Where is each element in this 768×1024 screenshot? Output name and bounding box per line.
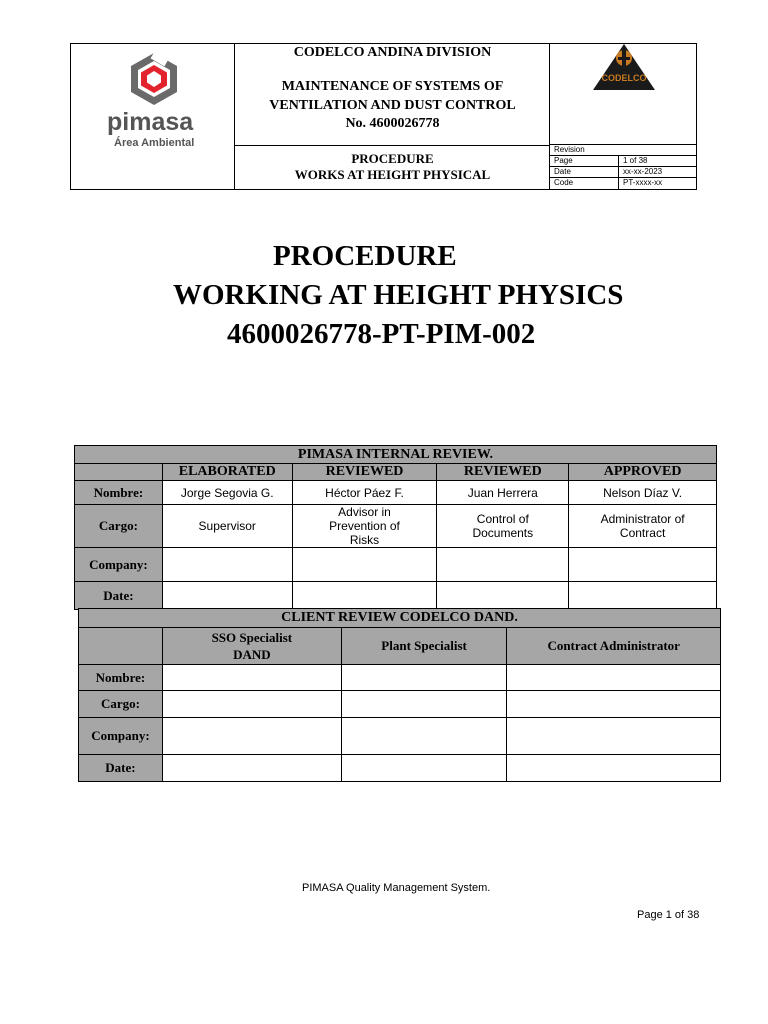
table-cell <box>292 548 437 582</box>
table-cell <box>341 665 507 691</box>
row-label: Date: <box>79 755 163 782</box>
title-line2: WORKING AT HEIGHT PHYSICS <box>173 279 624 311</box>
meta-label: Revision <box>554 145 585 154</box>
internal-review-table <box>74 445 717 610</box>
contract-info <box>235 44 550 146</box>
meta-label: Date <box>554 167 571 176</box>
codelco-logo-icon <box>593 44 655 90</box>
header-title-cell <box>235 44 550 189</box>
table-row <box>75 582 717 610</box>
header-meta-cell <box>550 44 696 189</box>
meta-row-date <box>550 167 696 178</box>
table-cell: Nelson Díaz V. <box>569 481 717 505</box>
row-label: Company: <box>75 548 163 582</box>
table-cell <box>507 755 721 782</box>
table-cell: Control of Documents <box>437 505 569 548</box>
doc-type-label: PROCEDURE <box>351 151 434 166</box>
row-label: Cargo: <box>75 505 163 548</box>
table-cell <box>162 548 292 582</box>
meta-row-page <box>550 156 696 167</box>
doc-subject-label: WORKS AT HEIGHT PHYSICAL <box>294 167 491 182</box>
contract-title-line1: MAINTENANCE OF SYSTEMS OF <box>281 79 504 94</box>
meta-label: Page <box>554 156 573 165</box>
column-header: REVIEWED <box>437 464 569 481</box>
contract-title-line2: VENTILATION AND DUST CONTROL <box>269 98 516 113</box>
client-logo-cell <box>550 44 696 145</box>
meta-row-code <box>550 178 696 189</box>
table-cell <box>162 691 341 718</box>
row-label: Company: <box>79 718 163 755</box>
table-cell <box>162 755 341 782</box>
meta-value <box>618 145 696 156</box>
column-header: Plant Specialist <box>341 628 507 665</box>
client-review-heading: CLIENT REVIEW CODELCO DAND. <box>79 609 721 628</box>
document-header <box>70 43 697 190</box>
table-row <box>75 505 717 548</box>
column-header: ELABORATED <box>162 464 292 481</box>
table-cell: Héctor Páez F. <box>292 481 437 505</box>
table-row <box>75 481 717 505</box>
column-header: SSO Specialist DAND <box>162 628 341 665</box>
page-number: Page 1 of 38 <box>637 909 700 921</box>
row-label: Date: <box>75 582 163 610</box>
pimasa-logo-subtitle: Área Ambiental <box>114 137 195 149</box>
company-logo-cell <box>71 44 235 189</box>
document-type <box>235 151 550 183</box>
table-cell <box>437 582 569 610</box>
title-line1: PROCEDURE <box>273 240 457 272</box>
table-cell <box>569 548 717 582</box>
column-header: APPROVED <box>569 464 717 481</box>
column-header: Contract Administrator <box>507 628 721 665</box>
table-cell: Administrator of Contract <box>569 505 717 548</box>
table-cell <box>507 665 721 691</box>
contract-title <box>235 77 550 115</box>
division-name: CODELCO ANDINA DIVISION <box>293 45 492 60</box>
meta-value: xx-xx-2023 <box>618 167 696 178</box>
meta-value: PT-xxxx-xx <box>618 178 696 189</box>
quality-system-footer: PIMASA Quality Management System. <box>302 882 491 894</box>
table-row <box>79 755 721 782</box>
table-cell: Supervisor <box>162 505 292 548</box>
table-cell: Advisor in Prevention of Risks <box>292 505 437 548</box>
title-line3: 4600026778-PT-PIM-002 <box>227 318 536 350</box>
pimasa-logo-text: pimasa <box>107 108 194 136</box>
row-label: Nombre: <box>75 481 163 505</box>
table-cell <box>437 548 569 582</box>
meta-label: Code <box>554 178 574 187</box>
table-cell <box>162 665 341 691</box>
client-review-table <box>78 608 721 782</box>
table-cell <box>569 582 717 610</box>
meta-row-revision <box>550 145 696 156</box>
table-row <box>79 718 721 755</box>
table-cell <box>292 582 437 610</box>
table-cell <box>507 718 721 755</box>
table-cell <box>162 718 341 755</box>
table-cell <box>341 718 507 755</box>
contract-number: No. 4600026778 <box>345 116 440 131</box>
table-row <box>79 665 721 691</box>
table-cell <box>341 755 507 782</box>
pimasa-logo-icon <box>123 51 185 107</box>
table-row <box>79 691 721 718</box>
meta-value: 1 of 38 <box>618 156 696 167</box>
corner-cell <box>75 464 163 481</box>
column-header: REVIEWED <box>292 464 437 481</box>
row-label: Cargo: <box>79 691 163 718</box>
table-cell <box>507 691 721 718</box>
internal-review-heading: PIMASA INTERNAL REVIEW. <box>75 446 717 464</box>
corner-cell <box>79 628 163 665</box>
table-cell: Juan Herrera <box>437 481 569 505</box>
table-cell <box>162 582 292 610</box>
table-cell: Jorge Segovia G. <box>162 481 292 505</box>
codelco-logo-text: CODELCO <box>601 73 647 83</box>
table-cell <box>341 691 507 718</box>
row-label: Nombre: <box>79 665 163 691</box>
table-row <box>75 548 717 582</box>
